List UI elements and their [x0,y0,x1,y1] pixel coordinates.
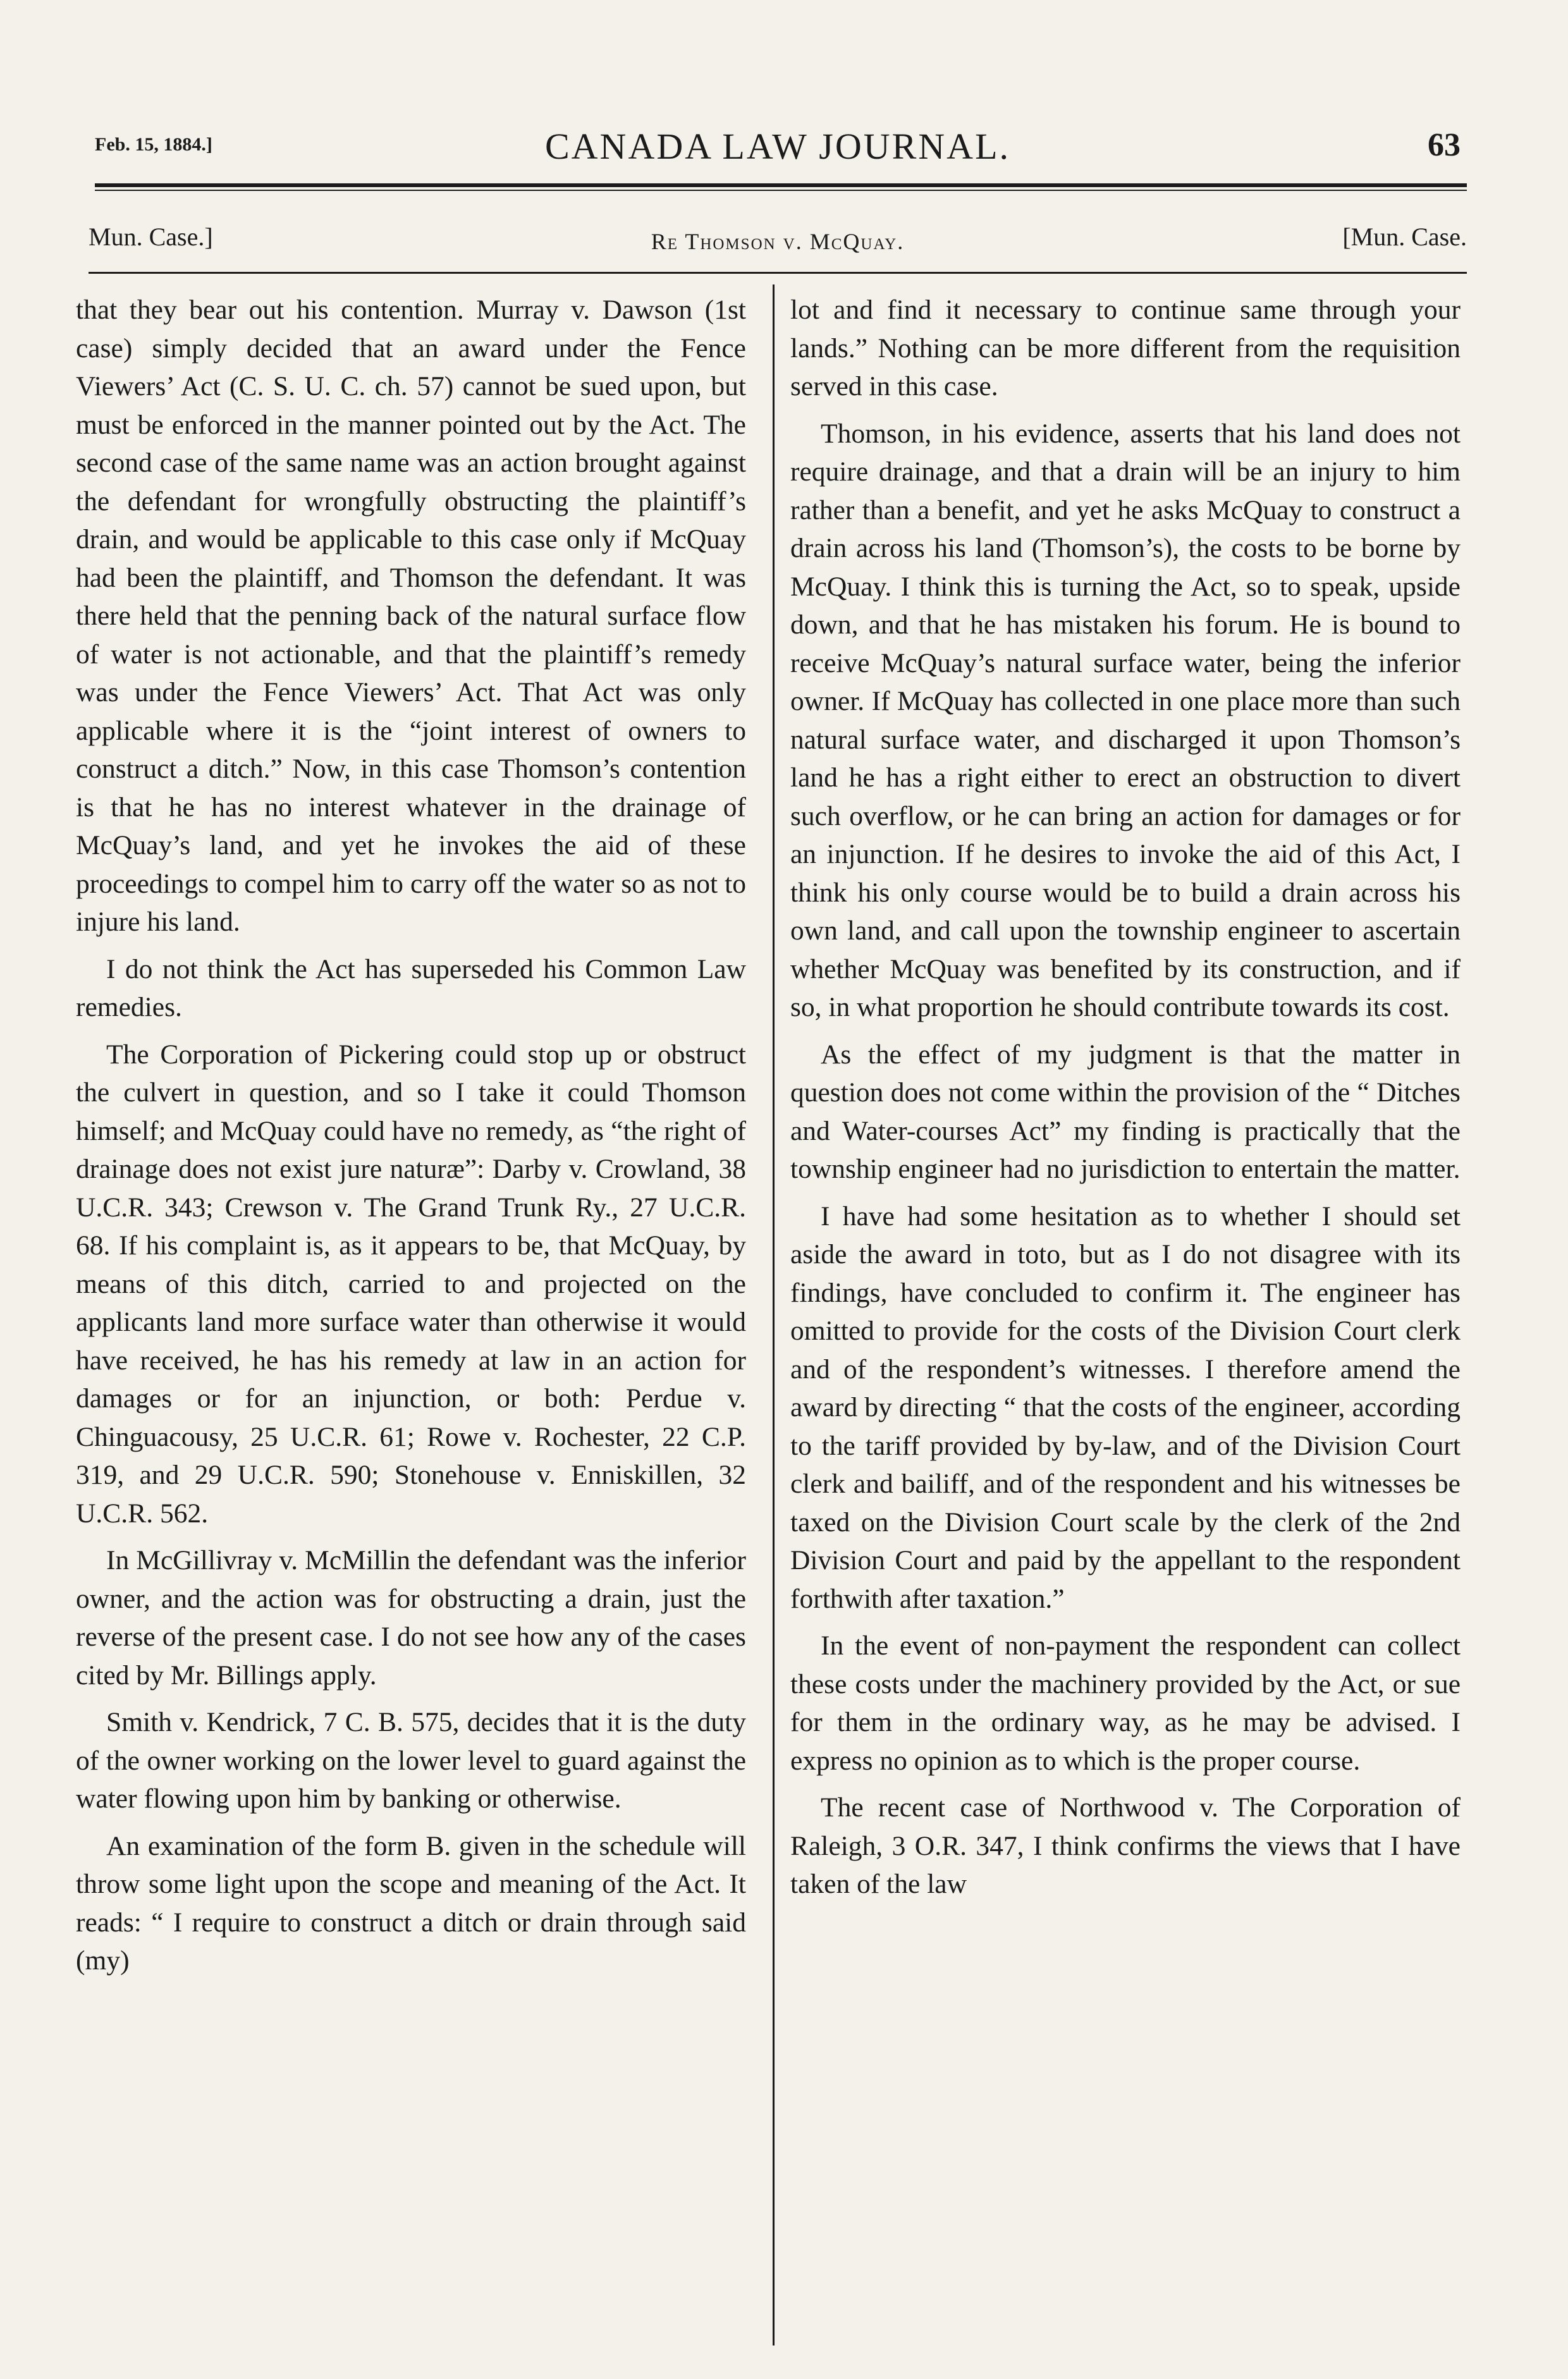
header-rule [95,183,1467,191]
paragraph: Smith v. Kendrick, 7 C. B. 575, decides that it is the duty of the owner working on the lower level to guard against the water flowing upon him by banking or otherwise. [76,1707,746,1814]
case-type-right: [Mun. Case. [1342,223,1467,251]
running-header [89,120,1467,183]
left-column [76,291,746,1980]
paragraph: I have had some hesitation as to whether I should set aside the award in toto, but as I do not disagree with its findings, have concluded to confirm it. The engineer has omitted to provide for the costs of the Division Court clerk and of the respondent’s witnesses. I therefore amend the award by directing “ that the costs of the engineer, according to the tariff provided by by-law, and of the Division Court clerk and bailiff, and of the respondent and his witnesses be taxed on the Division Court scale by the clerk of the 2nd Division Court and paid by the appellant to the respondent forthwith after taxation.” [790,1201,1461,1614]
paragraph: The Corporation of Pickering could stop up or obstruct the culvert in question, and so I take it could Thomson himself; and McQuay could have no remedy, as “the right of drainage does not exist jure naturæ”: Darby v. Crowland, 38 U.C.R. 343; Crewson v. The Grand Trunk Ry., 27 U.C.R. 68. If his complaint is, as it appears to be, that McQuay, by means of this ditch, carried to and projected on the applicants land more surface water than otherwise it would have received, he has his remedy at law in an action for damages or for an injunction, or both: Perdue v. Chinguacousy, 25 U.C.R. 61; Rowe v. Rochester, 22 C.P. 319, and 29 U.C.R. 590; Stonehouse v. Enniskillen, 32 U.C.R. 562. [76,1039,746,1529]
paragraph: In the event of non-payment the respondent can collect these costs under the machinery provided by the Act, or sue for them in the ordinary way, as he may be advised. I express no opinion as to which is the proper course. [790,1630,1461,1776]
paragraph: lot and find it necessary to continue same through your lands.” Nothing can be more different from the requisition served in this case. [790,295,1461,401]
paragraph: I do not think the Act has superseded his Common Law remedies. [76,953,746,1022]
right-column [790,291,1461,1904]
paragraph: Thomson, in his evidence, asserts that his land does not require drainage, and that a drain will be an injury to him rather than a benefit, and yet he asks McQuay to construct a drain across his land (Thomson’s), the costs to be borne by McQuay. I think this is turning the Act, so to speak, upside down, and that he has mistaken his forum. He is bound to receive McQuay’s natural surface water, being the inferior owner. If McQuay has collected in one place more than such natural surface water, and discharged it upon Thomson’s land he has a right either to erect an obstruction to divert such overflow, or he can bring an action for damages or for an injunction. If he desires to invoke the aid of this Act, I think his only course would be to build a drain across his own land, and call upon the township engineer to ascertain whether McQuay was benefited by its construction, and if so, in what proportion he should contribute towards its cost. [790,418,1461,1022]
journal-title: CANADA LAW JOURNAL. [544,126,1010,167]
paragraph: that they bear out his contention. Murray v. Dawson (1st case) simply decided that an award under the Fence Viewers’ Act (C. S. U. C. ch. 57) cannot be sued upon, but must be enforced in the manner pointed out by the Act. The second case of the same name was an action brought against the defendant for wrongfully obstructing the plaintiff’s drain, and would be applicable to this case only if McQuay had been the plaintiff, and Thomson the defendant. It was there held that the penning back of the natural surface flow of water is not actionable, and that the plaintiff’s remedy was under the Fence Viewers’ Act. That Act was only applicable where it is the “joint interest of owners to construct a ditch.” Now, in this case Thomson’s contention is that he has no interest whatever in the drainage of McQuay’s land, and yet he invokes the aid of these proceedings to compel him to carry off the water so as not to injure his land. [76,295,746,937]
case-type-left: Mun. Case.] [89,223,213,251]
case-header [89,218,1467,262]
case-title: Re Thomson v. McQuay. [651,229,905,254]
column-divider [773,284,775,2345]
paragraph: As the effect of my judgment is that the matter in question does not come within the provision of the “ Ditches and Water-courses Act” my finding is practically that the township engineer had no jurisdiction to entertain the matter. [790,1039,1461,1184]
paragraph: In McGillivray v. McMillin the defendant was the inferior owner, and the action was for obstructing a drain, just the reverse of the present case. I do not see how any of the cases cited by Mr. Billings apply. [76,1545,746,1691]
issue-date: Feb. 15, 1884.] [95,134,212,155]
paragraph: The recent case of Northwood v. The Corporation of Raleigh, 3 O.R. 347, I think confirms the views that I have taken of the law [790,1792,1461,1899]
page-number: 63 [1428,127,1461,163]
case-header-rule [89,272,1467,274]
paragraph: An examination of the form B. given in the schedule will throw some light upon the scope and meaning of the Act. It reads: “ I require to construct a ditch or drain through said (my) [76,1830,746,1976]
